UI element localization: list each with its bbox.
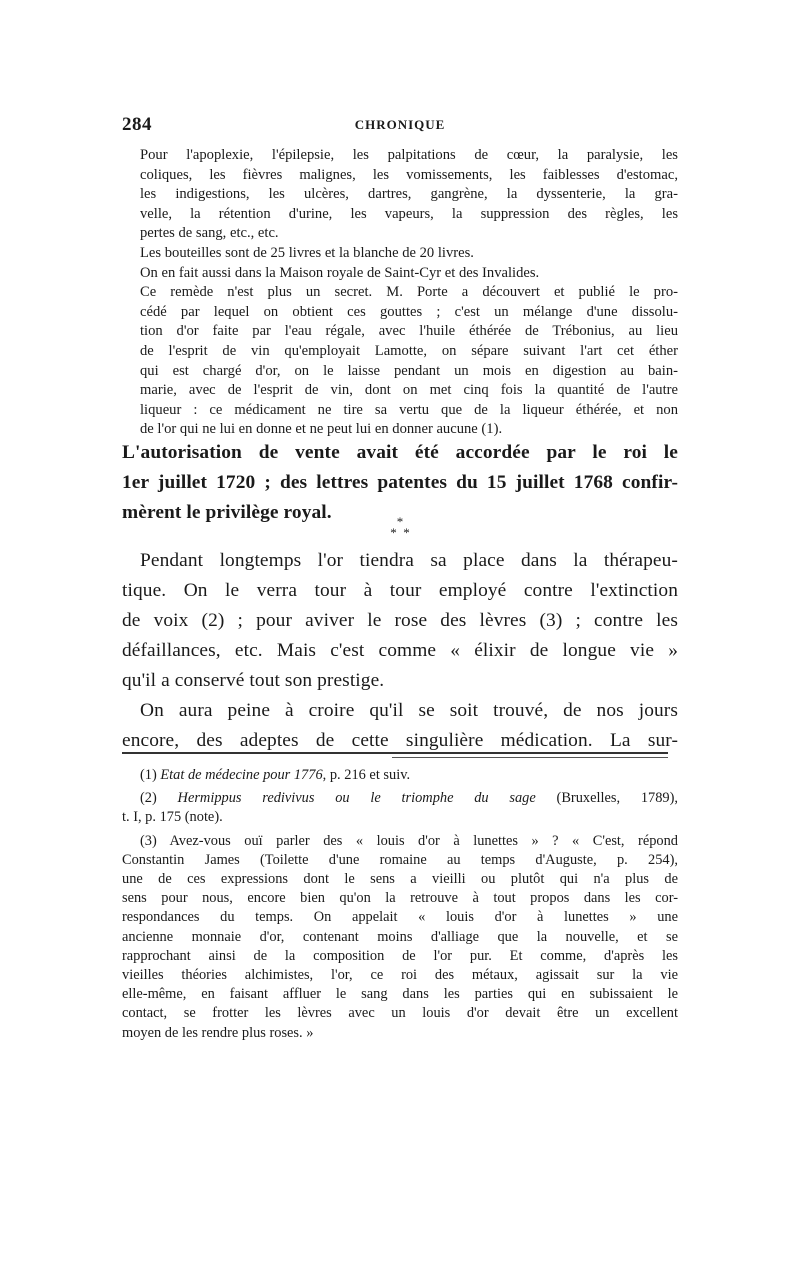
text-line: ancienne monnaie d'or, contenant moins d'alliage que la nouvelle, et se [122, 928, 678, 945]
text-line: encore, des adeptes de cette singulière médication. La sur- [122, 730, 678, 751]
footnote-text: (Bruxelles, 1789), [535, 790, 678, 807]
text-line: Pendant longtemps l'or tiendra sa place dans la thérapeu- [140, 550, 678, 571]
text-line: elle-même, en faisant affluer le sang dans les parties qui en subissaient le [122, 986, 678, 1003]
text-line: tion d'or faite par l'eau régale, avec l'huile éthérée de Trébonius, au lieu [140, 323, 678, 340]
text-line: coliques, les fièvres malignes, les vomissements, les faiblesses d'estomac, [140, 166, 678, 183]
text-line: respondances du temps. On appelait « louis d'or à lunettes » une [122, 909, 678, 926]
footnote-number: (2) [140, 790, 157, 807]
remedy-paragraph-2 [122, 244, 678, 264]
footnote-rule-secondary [392, 757, 668, 758]
text-line: de voix (2) ; pour aviver le rose des lèvres (3) ; contre les [122, 610, 678, 631]
text-line: mèrent le privilège royal. [122, 502, 332, 523]
separator-stars: * * [390, 525, 410, 540]
text-line: de l'esprit de vin qu'employait Lamotte, on sépare suivant l'art cet éther [140, 342, 678, 359]
text-line: Pour l'apoplexie, l'épilepsie, les palpitations de cœur, la paralysie, les [140, 147, 678, 163]
footnote-1 [122, 766, 678, 785]
text-line: contact, se frotter les lèvres avec un louis d'or devait être un excellent [122, 1005, 678, 1022]
section-separator [122, 516, 678, 538]
remedy-paragraph-4 [122, 283, 678, 440]
text-line: qui est chargé d'or, on le laisse pendant un mois en digestion au bain- [140, 362, 678, 379]
text-line: (3) Avez-vous ouï parler des « louis d'or à lunettes » ? « C'est, répond [140, 832, 678, 849]
page-header [122, 114, 678, 138]
text-line: défaillances, etc. Mais c'est comme « élixir de longue vie » [122, 640, 678, 661]
remedy-paragraph-3 [122, 264, 678, 284]
text-line: On en fait aussi dans la Maison royale de Saint-Cyr et des Invalides. [140, 264, 540, 281]
quoted-remedy-text [122, 146, 678, 440]
text-line: de l'or qui ne lui en donne et ne peut lui en donner aucune (1). [140, 421, 503, 438]
text-line: les indigestions, les ulcères, dartres, gangrène, la dyssenterie, la gra- [140, 186, 678, 203]
footnote-title: Etat de médecine pour 1776 [160, 767, 323, 783]
footnote-3 [122, 832, 678, 1043]
text-line: Les bouteilles sont de 25 livres et la blanche de 20 livres. [140, 244, 474, 261]
text-line: pertes de sang, etc., etc. [140, 225, 279, 242]
text-line: qu'il a conservé tout son prestige. [122, 670, 385, 691]
footnote-text: t. I, p. 175 (note). [122, 809, 223, 826]
text-line: Ce remède n'est plus un secret. M. Porte a découvert et publié le pro- [140, 284, 678, 301]
text-line: une de ces expressions dont le sens a vieilli ou plutôt qui n'a plus de [122, 871, 678, 888]
footnote-text: , p. 216 et suiv. [322, 767, 411, 783]
text-line: cédé par lequel on obtient ces gouttes ; c'est un mélange d'une dissolu- [140, 303, 678, 320]
text-line: Constantin James (Toilette d'une romaine au temps d'Auguste, p. 254), [122, 851, 678, 868]
footnotes [122, 766, 678, 1043]
text-line: rapprochant ainsi de la composition de l'or pur. Et comme, d'après les [122, 947, 678, 964]
body-paragraph [122, 546, 678, 756]
separator-star: * [396, 514, 404, 529]
text-line: liqueur : ce médicament ne tire sa vertu que de la liqueur éthérée, et non [140, 401, 678, 418]
remedy-paragraph-1 [122, 146, 678, 244]
text-line: velle, la rétention d'urine, les vapeurs, la suppression des règles, les [140, 205, 678, 222]
page-number: 284 [122, 114, 152, 135]
text-line: vieilles théories alchimistes, l'or, ce roi des métaux, agissait sur la vie [122, 967, 678, 984]
footnote-rule [122, 752, 668, 754]
footnote-2 [122, 789, 678, 827]
text-line: 1er juillet 1720 ; des lettres patentes du 15 juillet 1768 confir- [122, 472, 678, 493]
text-line: sens pour nous, encore bien qu'on la retrouve à tout propos dans les cor- [122, 890, 678, 907]
footnote-title: Hermippus redivivus ou le triomphe du sage [177, 790, 536, 807]
text-line: tique. On le verra tour à tour employé contre l'extinction [122, 580, 678, 601]
text-line: moyen de les rendre plus roses. » [122, 1024, 314, 1041]
text-line: marie, avec de l'esprit de vin, dont on met cinq fois la quantité de l'autre [140, 382, 678, 399]
running-head: CHRONIQUE [354, 117, 446, 132]
text-line: On aura peine à croire qu'il se soit trouvé, de nos jours [140, 700, 678, 721]
footnote-number: (1) [140, 767, 157, 783]
text-line: L'autorisation de vente avait été accordée par le roi le [122, 442, 678, 463]
